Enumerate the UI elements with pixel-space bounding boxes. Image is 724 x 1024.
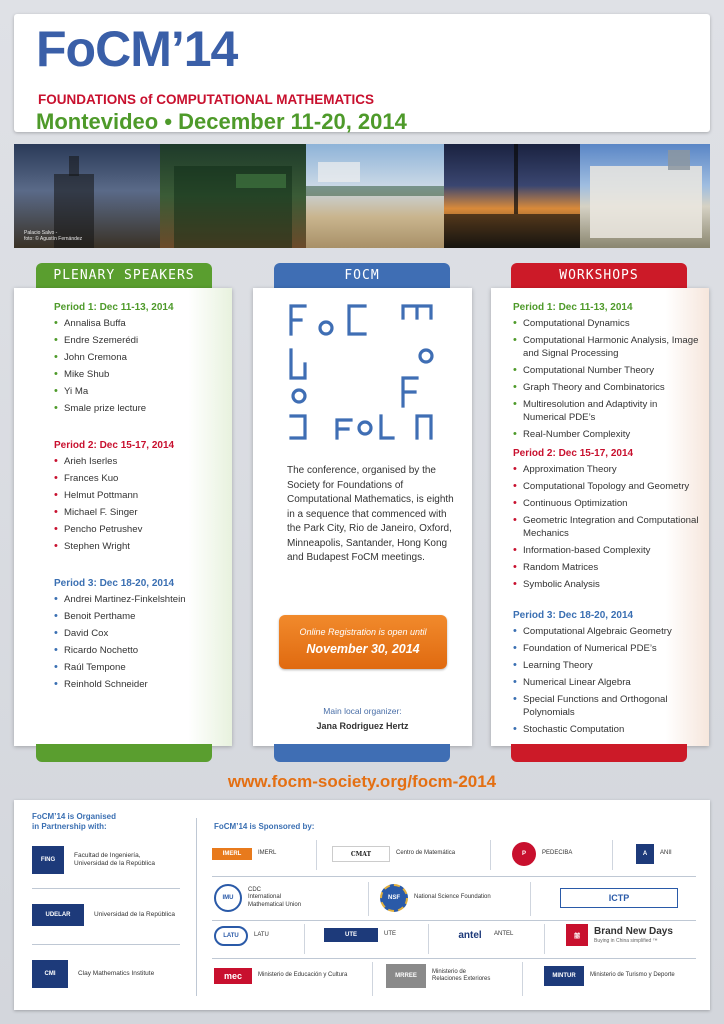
workshop-period-1-list (513, 317, 703, 441)
workshop-period-3-list (513, 625, 703, 736)
photo-strip (14, 144, 710, 248)
list-item: • Symbolic Analysis (513, 578, 703, 591)
list-item: • Pencho Petrushev (54, 523, 230, 536)
plenary-period-1-title: Period 1: Dec 11-13, 2014 (54, 302, 174, 313)
focm-description: The conference, organised by the Society for Foundations of Computational Mathematics, is eighth in a sequence that commenced with the Park City, Rio de Janeiro, Oxford, Minneapolis, Santander, Hong Kong and Budapest FoCM meetings. (287, 465, 454, 563)
sponsor-ute: UTE UTE (324, 928, 396, 942)
plenary-period-3-title: Period 3: Dec 18-20, 2014 (54, 578, 175, 589)
sponsors-card (14, 800, 710, 1010)
partner-fing-name: Facultad de Ingeniería, Universidad de la República (74, 852, 155, 867)
list-item: • David Cox (54, 627, 230, 640)
photo-cafe (160, 144, 306, 248)
tab-workshops: WORKSHOPS (511, 263, 687, 289)
list-item: • Ricardo Nochetto (54, 644, 230, 657)
list-item: • John Cremona (54, 351, 230, 364)
photo-sunset-rambla (444, 144, 580, 248)
list-item: • Computational Number Theory (513, 364, 703, 377)
workshop-period-2-list (513, 463, 703, 591)
list-item: • Stephen Wright (54, 540, 230, 553)
plenary-period-1-list (54, 317, 230, 415)
header-card (14, 14, 710, 132)
registration-deadline: November 30, 2014 (306, 642, 420, 656)
sponsors-heading: FoCM’14 is Sponsored by: (214, 822, 315, 831)
list-item: • Annalisa Buffa (54, 317, 230, 330)
list-item: • Smale prize lecture (54, 402, 230, 415)
udelar-logo-icon: UDELAR (32, 904, 84, 926)
sponsor-brand-new-days (566, 924, 673, 946)
anii-logo-icon: A (636, 844, 654, 864)
antel-logo-icon: antel (452, 928, 488, 942)
cmat-logo-icon: CMAT (332, 846, 390, 862)
list-item: • Information-based Complexity (513, 544, 703, 557)
list-item: • Mike Shub (54, 368, 230, 381)
list-item: • Foundation of Numerical PDE’s (513, 642, 703, 655)
workshops-footer-bar (511, 744, 687, 762)
conference-subtitle: FOUNDATIONS of COMPUTATIONAL MATHEMATICS (38, 92, 374, 107)
list-item: • Multiresolution and Adaptivity in Numerical PDE’s (513, 398, 703, 424)
list-item: • Yi Ma (54, 385, 230, 398)
registration-button[interactable] (279, 615, 447, 669)
sponsor-pedeciba: P PEDECIBA (512, 842, 572, 866)
conference-title: FoCM’14 (36, 21, 238, 77)
list-item: • Computational Dynamics (513, 317, 703, 330)
list-item: • Arieh Iserles (54, 455, 230, 468)
partners-heading: FoCM’14 is Organised in Partnership with: (32, 812, 117, 831)
organizer-label: Main local organizer: (323, 706, 402, 716)
plenary-period-3-list (54, 593, 230, 691)
list-item: • Computational Topology and Geometry (513, 480, 703, 493)
list-item: • Stochastic Computation (513, 723, 703, 736)
plenary-period-2-title: Period 2: Dec 15-17, 2014 (54, 440, 175, 451)
list-item: • Computational Harmonic Analysis, Image and Signal Processing (513, 334, 703, 360)
sponsor-cdc: IMU CDC International Mathematical Union (214, 884, 301, 912)
ictp-logo-icon: ICTP (560, 888, 678, 908)
list-item: • Special Functions and Orthogonal Polynomials (513, 693, 703, 719)
list-item: • Frances Kuo (54, 472, 230, 485)
sponsor-mrree: MRREE Ministerio de Relaciones Exteriores (386, 964, 490, 988)
photo-beach (306, 144, 444, 248)
workshop-period-3-title: Period 3: Dec 18-20, 2014 (513, 610, 634, 621)
focm-footer-bar (274, 744, 450, 762)
ute-logo-icon: UTE (324, 928, 378, 942)
photo-university-building (580, 144, 710, 248)
list-item: • Random Matrices (513, 561, 703, 574)
plenary-period-2-list (54, 455, 230, 553)
sponsor-mec: mec Ministerio de Educación y Cultura (214, 968, 347, 984)
partner-fing (32, 846, 155, 874)
list-item: • Numerical Linear Algebra (513, 676, 703, 689)
pedeciba-logo-icon: P (512, 842, 536, 866)
mintur-logo-icon: MINTUR (544, 966, 584, 986)
list-item: • Raúl Tempone (54, 661, 230, 674)
sponsor-latu: LATU LATU (214, 926, 269, 946)
sponsor-antel: antel ANTEL (452, 928, 513, 942)
clay-logo-icon: CMI (32, 960, 68, 988)
mrree-logo-icon: MRREE (386, 964, 426, 988)
plenary-footer-bar (36, 744, 212, 762)
list-item: • Approximation Theory (513, 463, 703, 476)
imerl-logo-icon: IMERL (212, 848, 252, 860)
bnd-logo-icon: 囍 (566, 924, 588, 946)
tab-focm: FOCM (274, 263, 450, 289)
focm-logo (253, 288, 472, 448)
partner-clay (32, 960, 154, 988)
list-item: • Michael F. Singer (54, 506, 230, 519)
list-item: • Continuous Optimization (513, 497, 703, 510)
list-item: • Benoit Perthame (54, 610, 230, 623)
list-item: • Reinhold Schneider (54, 678, 230, 691)
partner-udelar-name: Universidad de la República (94, 911, 175, 918)
latu-logo-icon: LATU (214, 926, 248, 946)
sponsors-divider (196, 818, 197, 996)
sponsor-nsf: NSF National Science Foundation (380, 884, 491, 912)
fing-logo-icon: FING (32, 846, 64, 874)
mec-logo-icon: mec (214, 968, 252, 984)
partner-clay-name: Clay Mathematics Institute (78, 970, 155, 977)
list-item: • Real-Number Complexity (513, 428, 703, 441)
sponsor-cmat: CMAT Centro de Matemática (332, 846, 455, 862)
conference-place-dates: Montevideo • December 11-20, 2014 (36, 109, 407, 134)
bnd-title: Brand New Days (594, 926, 673, 937)
partner-udelar (32, 904, 175, 926)
list-item: • Computational Algebraic Geometry (513, 625, 703, 638)
imu-logo-icon: IMU (214, 884, 242, 912)
sponsor-imerl: IMERL IMERL (212, 848, 276, 860)
sponsor-anii: A ANII (636, 844, 672, 864)
bnd-subtitle: Buying in China simplified ™ (594, 938, 658, 944)
workshop-period-2-title: Period 2: Dec 15-17, 2014 (513, 448, 634, 459)
list-item: • Geometric Integration and Computational Mechanics (513, 514, 703, 540)
workshops-panel (491, 288, 709, 746)
website-link[interactable]: www.focm-society.org/focm-2014 (227, 772, 497, 791)
registration-line-1: Online Registration is open until (299, 627, 427, 637)
list-item: • Graph Theory and Combinatorics (513, 381, 703, 394)
tab-plenary-speakers: PLENARY SPEAKERS (36, 263, 212, 289)
plenary-panel (14, 288, 232, 746)
list-item: • Andrei Martinez-Finkelshtein (54, 593, 230, 606)
list-item: • Learning Theory (513, 659, 703, 672)
organizer-name: Jana Rodriguez Hertz (316, 721, 409, 731)
photo-palacio-salvo (14, 144, 160, 248)
list-item: • Endre Szemerédi (54, 334, 230, 347)
sponsor-ictp (560, 888, 678, 908)
list-item: • Helmut Pottmann (54, 489, 230, 502)
focm-panel (253, 288, 472, 746)
sponsor-mintur: MINTUR Ministerio de Turismo y Deporte (544, 966, 675, 986)
workshop-period-1-title: Period 1: Dec 11-13, 2014 (513, 302, 633, 313)
nsf-logo-icon: NSF (380, 884, 408, 912)
photo-caption: Palacio Salvo - foto: © Agustín Fernández (24, 230, 83, 242)
